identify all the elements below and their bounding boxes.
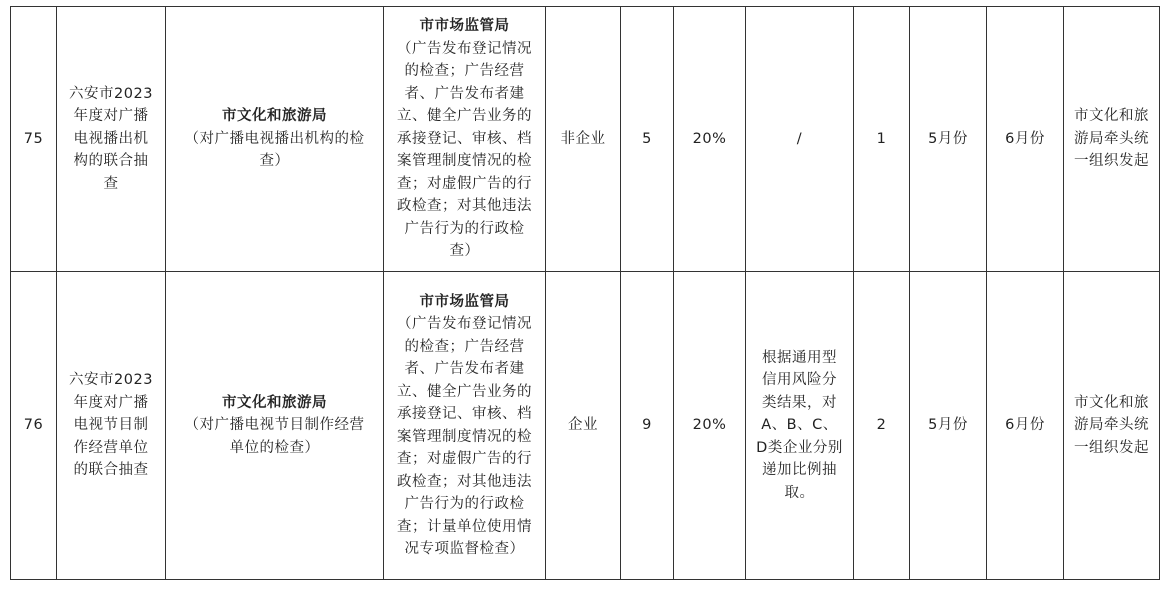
- object-type: 非企业: [546, 7, 621, 272]
- lead-department: 市文化和旅游局: [222, 394, 327, 411]
- inspection-plan-table: [10, 6, 1160, 580]
- cooperating-department-cell: [384, 272, 546, 580]
- start-month: 5月份: [910, 7, 987, 272]
- object-type: 企业: [546, 272, 621, 580]
- sampling-method: /: [746, 7, 854, 272]
- row-number: 76: [11, 272, 57, 580]
- sampling-ratio: 20%: [674, 272, 746, 580]
- lead-department-cell: [166, 7, 384, 272]
- cooperating-department-detail: （广告发布登记情况的检查；广告经营者、广告发布者建立、健全广告业务的承接登记、审核、档案管理制度情况的检查；对虚假广告的行政检查；对其他违法广告行为的行政检查）: [397, 40, 532, 260]
- sampling-method: 根据通用型信用风险分类结果，对A、B、C、D类企业分别递加比例抽取。: [746, 272, 854, 580]
- cooperating-department-cell: [384, 7, 546, 272]
- inspection-times: 1: [854, 7, 910, 272]
- lead-department-detail: （对广播电视节目制作经营单位的检查）: [184, 417, 365, 456]
- lead-department-cell: [166, 272, 384, 580]
- cooperating-department-detail: （广告发布登记情况的检查；广告经营者、广告发布者建立、健全广告业务的承接登记、审核、档案管理制度情况的检查；对虚假广告的行政检查；对其他违法广告行为的行政检查；计量单位使用情况专项监督检查）: [397, 316, 532, 557]
- remark: 市文化和旅游局牵头统一组织发起: [1064, 272, 1160, 580]
- end-month: 6月份: [987, 272, 1064, 580]
- start-month: 5月份: [910, 272, 987, 580]
- lead-department-detail: （对广播电视播出机构的检查）: [184, 130, 365, 170]
- task-name: 六安市2023年度对广播电视播出机构的联合抽查: [57, 7, 166, 272]
- sampling-ratio: 20%: [674, 7, 746, 272]
- inspection-times: 2: [854, 272, 910, 580]
- task-name: 六安市2023年度对广播电视节目制作经营单位的联合抽查: [57, 272, 166, 580]
- cooperating-department: 市市场监管局: [419, 293, 510, 310]
- cooperating-department: 市市场监管局: [419, 18, 510, 35]
- object-count: 9: [621, 272, 674, 580]
- row-number: 75: [11, 7, 57, 272]
- table-row: [11, 7, 1160, 272]
- table-row: [11, 272, 1160, 580]
- end-month: 6月份: [987, 7, 1064, 272]
- lead-department: 市文化和旅游局: [222, 108, 327, 125]
- object-count: 5: [621, 7, 674, 272]
- remark: 市文化和旅游局牵头统一组织发起: [1064, 7, 1160, 272]
